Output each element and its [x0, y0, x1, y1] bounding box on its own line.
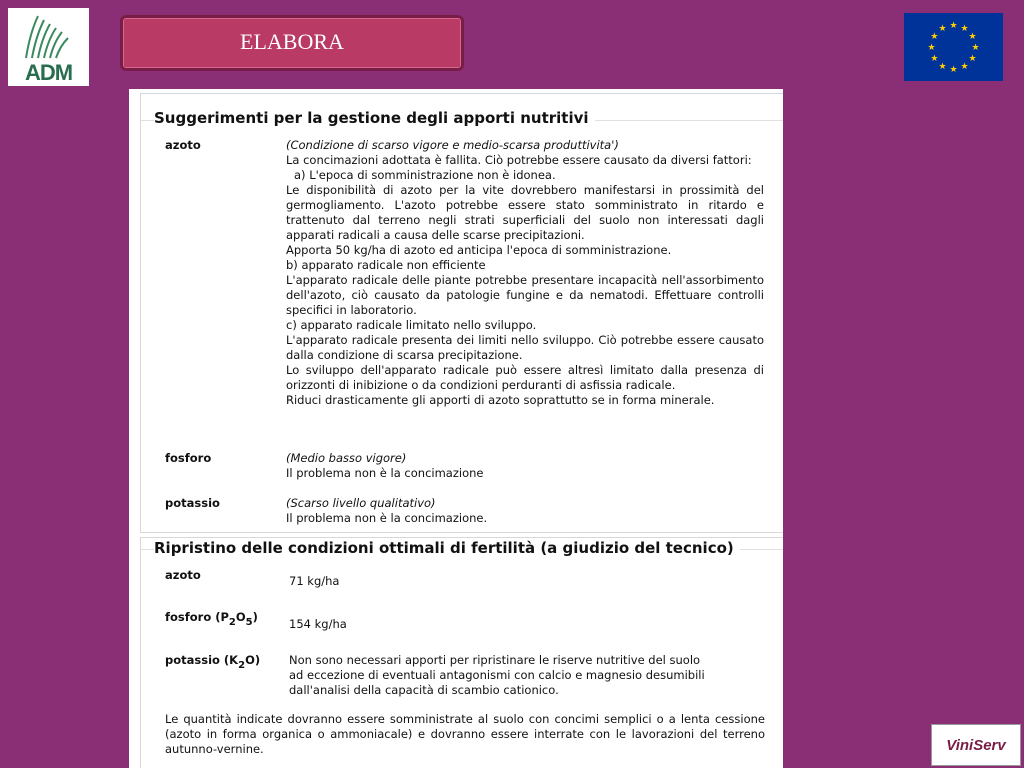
main-panel [129, 89, 783, 768]
azoto-value: 71 kg/ha [289, 574, 340, 588]
potassio-label: potassio [165, 496, 220, 510]
adm-logo [8, 8, 89, 86]
adm-logo-mark [8, 8, 89, 63]
potassio-label: potassio $(K_2O)$ [165, 653, 261, 671]
fosforo-value: 154 kg/ha [289, 617, 347, 631]
eu-star-icon: ★ [971, 43, 980, 53]
eu-star-icon: ★ [938, 23, 947, 34]
fosforo-label: fosforo $(P_2O_5)$ [165, 610, 258, 628]
azoto-label: azoto [165, 138, 201, 152]
eu-star-icon: ★ [949, 65, 958, 75]
page-title-box [120, 15, 464, 71]
eu-star-icon: ★ [949, 21, 958, 31]
quantity-note: Le quantità indicate dovranno essere somministrate al suolo con concimi semplici o a lenta cessione (azoto in forma organica o ammoniacale) e dovranno essere interrate con le lavorazioni del terreno autunno-vernine. [165, 712, 765, 756]
eu-star-icon: ★ [927, 43, 936, 53]
eu-star-icon: ★ [930, 32, 939, 42]
eu-star-icon: ★ [960, 23, 969, 34]
eu-star-icon: ★ [938, 62, 947, 73]
adm-logo-text: ADM [24, 60, 73, 85]
potassio-text: (Scarso livello qualitativo) Il problema non è la concimazione. [286, 496, 488, 525]
fertility-section [140, 537, 783, 768]
suggestions-section [140, 93, 783, 533]
fosforo-label: fosforo [165, 451, 212, 465]
section-title: Suggerimenti per la gestione degli apporti nutritivi [154, 109, 595, 127]
page-title: ELABORA [240, 28, 344, 54]
eu-star-icon: ★ [968, 32, 977, 42]
azoto-label: azoto [165, 568, 201, 582]
potassio-text: Non sono necessari apporti per ripristinare le riserve nutritive del suolo ad eccezione di eventuali antagonismi con calcio e magnesio desumibili dall'analisi della capacità di scambio cationico. [289, 653, 705, 697]
eu-star-icon: ★ [968, 54, 977, 64]
viniserv-logo [931, 724, 1021, 766]
viniserv-logo-text: ViniServ [946, 736, 1006, 754]
azoto-text: (Condizione di scarso vigore e medio-scarsa produttivita') La concimazioni adottata è fallita. Ciò potrebbe essere causato da diversi fattori: a) L'epoca di somministrazione non è idonea. Le disponibilità di azoto per la vite dovrebbero manifestarsi in prossimità del germogliamento. L'azoto potrebbe essere stato somministrato in ritardo e trattenuto dal terreno negli strati superficiali del suolo non interessati dagli apparati radicali a causa delle scarse precipitazioni. Apporta 50 kg/ha di azoto ed anticipa l'epoca di somministrazione. b) apparato radicale non efficiente L'apparato radicale delle piante potrebbe presentare incapacità nell'assorbimento dell'azoto, ciò causato da patologie fungine e da nematodi. Effettuare controlli specifici in laboratorio. c) apparato radicale limitato nello sviluppo. L'apparato radicale presenta dei limiti nello sviluppo. Ciò potrebbe essere causato dalla condizione di scarsa precipitazione. Lo sviluppo dell'apparato radicale può essere altresì limitato dalla presenza di orizzonti di inibizione o da condizioni perduranti di asfissia radicale. Riduci drasticamente gli apporti di azoto soprattutto se in forma minerale. [286, 138, 764, 407]
eu-flag-icon [904, 13, 1003, 81]
fosforo-text: (Medio basso vigore) Il problema non è la concimazione [286, 451, 484, 480]
eu-star-icon: ★ [960, 62, 969, 73]
eu-star-icon: ★ [930, 54, 939, 64]
section-title: Ripristino delle condizioni ottimali di fertilità (a giudizio del tecnico) [154, 539, 740, 557]
